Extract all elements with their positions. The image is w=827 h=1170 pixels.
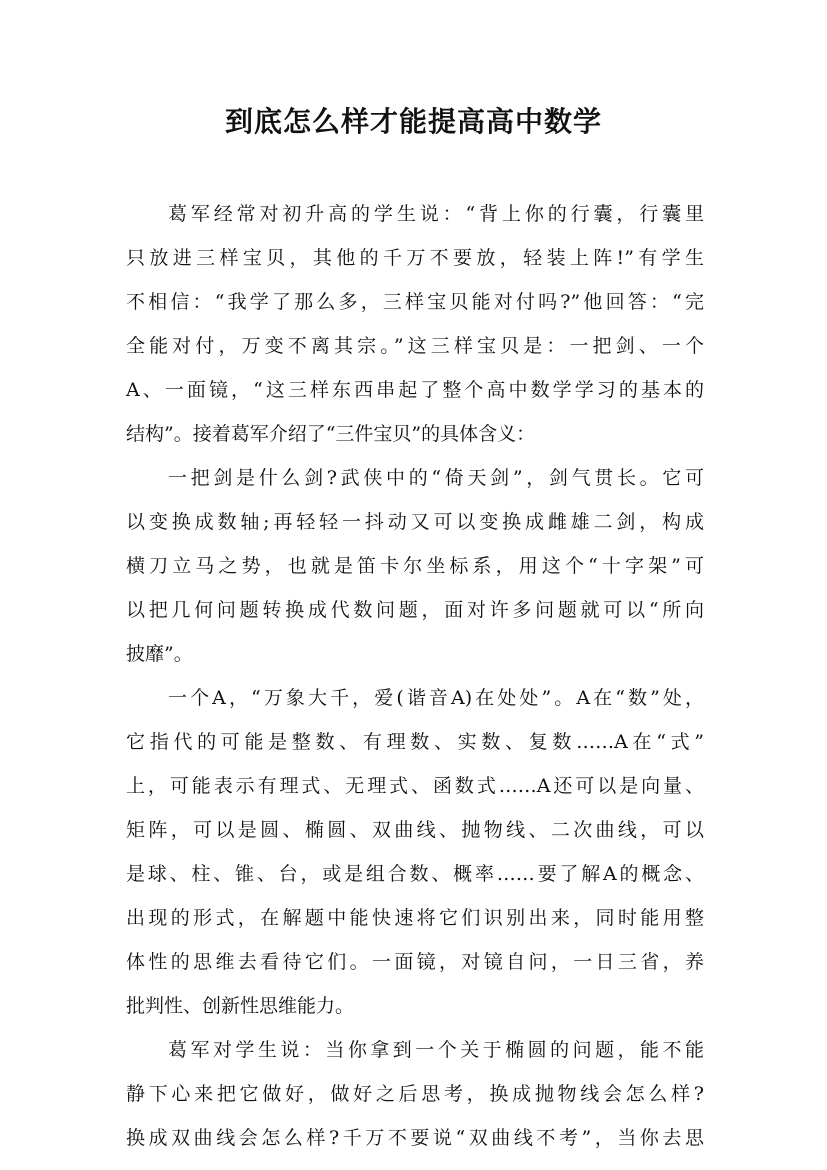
text-line: 以变换成数轴;再轻轻一抖动又可以变换成雌雄二剑，构成 xyxy=(126,511,704,533)
text-line: 全能对付，万变不离其宗。”这三样宝贝是：一把剑、一个 xyxy=(126,335,704,357)
text-line: 换成双曲线会怎么样?千万不要说“双曲线不考”，当你去思 xyxy=(126,1127,704,1149)
text-line: 以把几何问题转换成代数问题，面对许多问题就可以“所向 xyxy=(126,599,704,621)
text-line: A、一面镜，“这三样东西串起了整个高中数学学习的基本的 xyxy=(126,379,704,401)
text-line: 葛军对学生说：当你拿到一个关于椭圆的问题，能不能 xyxy=(168,1039,704,1061)
text-line: 不相信：“我学了那么多，三样宝贝能对付吗?”他回答：“完 xyxy=(126,291,704,313)
document-title: 到底怎么样才能提高高中数学 xyxy=(224,105,602,138)
text-line: 一个A，“万象大千，爱(谐音A)在处处”。A在“数”处， xyxy=(168,687,704,709)
document-body xyxy=(126,192,704,1160)
text-line: 横刀立马之势，也就是笛卡尔坐标系，用这个“十字架”可 xyxy=(126,555,704,577)
text-line: 矩阵，可以是圆、椭圆、双曲线、抛物线、二次曲线，可以 xyxy=(126,819,704,841)
text-line: 静下心来把它做好，做好之后思考，换成抛物线会怎么样? xyxy=(126,1083,704,1105)
text-line: 它指代的可能是整数、有理数、实数、复数……A在“式” xyxy=(126,731,704,753)
text-line: 出现的形式，在解题中能快速将它们识别出来，同时能用整 xyxy=(126,907,704,929)
text-line: 批判性、创新性思维能力。 xyxy=(126,995,355,1017)
text-line: 是球、柱、锥、台，或是组合数、概率……要了解A的概念、 xyxy=(126,863,704,885)
text-line: 结构”。接着葛军介绍了“三件宝贝”的具体含义： xyxy=(126,423,536,445)
text-line: 披靡”。 xyxy=(126,643,193,665)
text-line: 一把剑是什么剑?武侠中的“倚天剑”，剑气贯长。它可 xyxy=(168,467,704,489)
text-line: 葛军经常对初升高的学生说：“背上你的行囊，行囊里 xyxy=(168,203,704,225)
text-line: 上，可能表示有理式、无理式、函数式……A还可以是向量、 xyxy=(126,775,704,797)
text-line: 体性的思维去看待它们。一面镜，对镜自问，一日三省，养 xyxy=(126,951,704,973)
text-line: 只放进三样宝贝，其他的千万不要放，轻装上阵!”有学生 xyxy=(126,247,704,269)
